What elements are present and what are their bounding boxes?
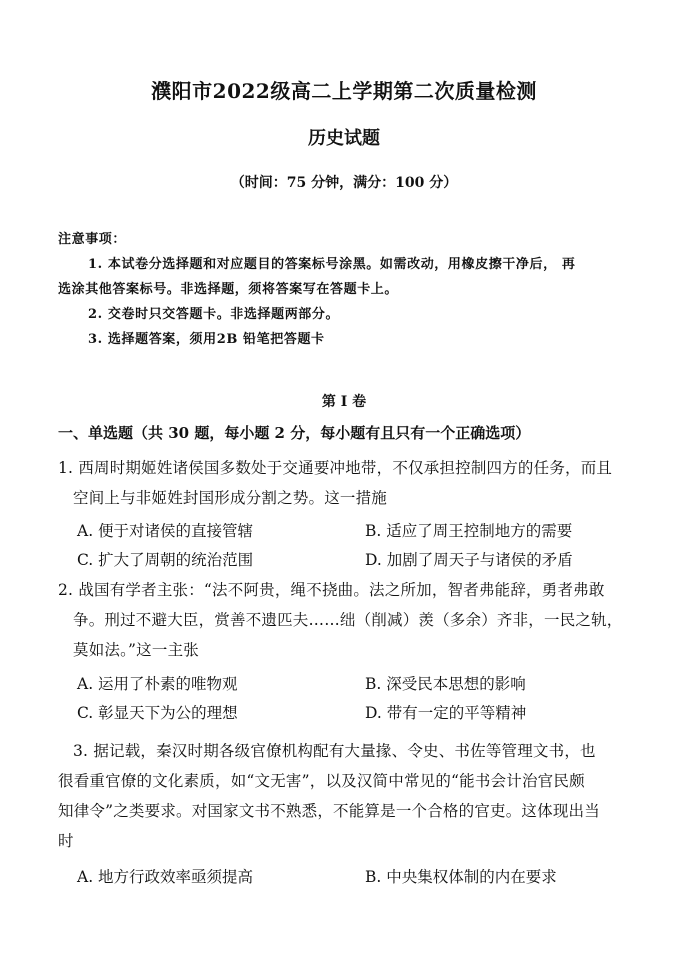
notice-heading: 注意事项： [58,232,127,247]
question-3-option-b: B. 中央集权体制的内在要求 [365,868,557,886]
exam-title: 濮阳市2022级高二上学期第二次质量检测 [151,79,537,103]
question-2-option-d: D. 带有一定的平等精神 [365,704,527,722]
notice-item-3: 3. 选择题答案，须用2B 铅笔把答题卡 [88,332,325,347]
question-2-line-2: 争。刑过不避大臣，赏善不遗匹夫……绌（削减）羡（多余）齐非，一民之轨， [73,611,623,629]
question-3-line-3: 知律令”之类要求。对国家文书不熟悉，不能算是一个合格的官吏。这体现出当 [58,802,600,820]
notice-item-2: 2. 交卷时只交答题卡。非选择题两部分。 [88,307,340,322]
question-1-option-c: C. 扩大了周朝的统治范围 [77,551,254,569]
question-1-option-a: A. 便于对诸侯的直接管辖 [77,522,254,540]
question-3-line-1: 3. 据记载，秦汉时期各级官僚机构配有大量掾、令史、书佐等管理文书，也 [73,742,596,760]
question-2-option-a: A. 运用了朴素的唯物观 [77,675,238,693]
question-3-line-4: 时 [58,832,74,850]
question-3-line-2: 很看重官僚的文化素质，如“文无害”，以及汉简中常见的“能书会计治官民颇 [58,772,585,790]
question-1-line-2: 空间上与非姬姓封国形成分割之势。这一措施 [73,489,388,507]
question-3-option-a: A. 地方行政效率亟须提高 [77,868,254,886]
question-2-option-c: C. 彰显天下为公的理想 [77,704,238,722]
question-1-option-d: D. 加剧了周天子与诸侯的矛盾 [365,551,573,569]
section-heading: 一、单选题（共 30 题，每小题 2 分，每小题有且只有一个正确选项） [58,424,531,442]
volume-title: 第 I 卷 [321,394,367,410]
question-2-line-1: 2. 战国有学者主张：“法不阿贵，绳不挠曲。法之所加，智者弗能辞，勇者弗敢 [58,581,605,599]
question-2-option-b: B. 深受民本思想的影响 [365,675,526,693]
notice-item-1-line-2: 选涂其他答案标号。非选择题，须将答案写在答题卡上。 [58,282,399,297]
question-1-option-b: B. 适应了周王控制地方的需要 [365,522,573,540]
exam-subtitle: 历史试题 [308,128,380,149]
question-1-line-1: 1. 西周时期姬姓诸侯国多数处于交通要冲地带，不仅承担控制四方的任务，而且 [58,459,613,477]
question-2-line-3: 莫如法。”这一主张 [73,641,199,659]
notice-item-1-line-1: 1. 本试卷分选择题和对应题目的答案标号涂黑。如需改动，用橡皮擦干净后， 再 [88,257,576,272]
time-info: （时间：75 分钟，满分：100 分） [230,175,458,191]
